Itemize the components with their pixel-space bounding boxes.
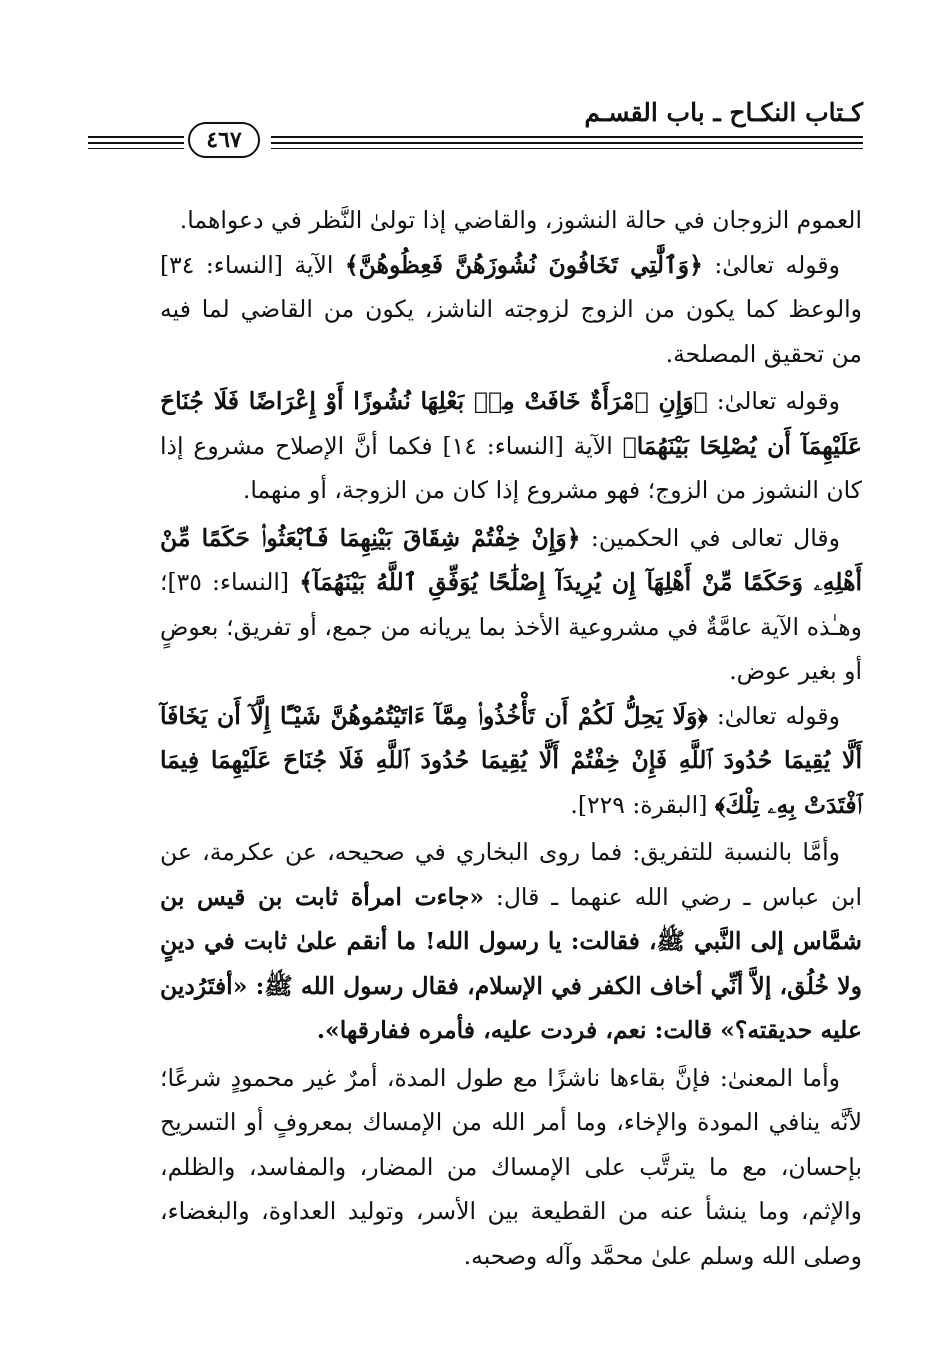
paragraph bbox=[160, 516, 862, 694]
hadith-quote: «جاءت امرأة ثابت بن قيس بن شمَّاس إلى النَّبي ﷺ، فقالت: يا رسول الله! ما أنقم علىٰ ثابت في دينٍ ولا خُلُق، إلاَّ أنِّي أخاف الكفر في الإسلام، فقال رسول الله ﷺ: «أفتَرُدين عليه حديقته؟» قالت: نعم، فردت عليه، فأمره ففارقها». bbox=[160, 882, 862, 1044]
paragraph-text: العموم الزوجان في حالة النشوز، والقاضي إذا تولىٰ النَّظر في دعواهما. bbox=[179, 206, 862, 234]
quran-verse: ﴿وَإِنْ خِفْتُمْ شِقَاقَ بَيْنِهِمَا فَٱبْعَثُوا۟ حَكَمًا مِّنْ أَهْلِهِۦ وَحَكَمًا مِّنْ أَهْلِهَآ إِن يُرِيدَآ إِصْلَٰحًا يُوَفِّقِ ٱللَّهُ بَيْنَهُمَآ﴾ bbox=[160, 523, 862, 596]
verse-reference: [البقرة: ٢٢٩]. bbox=[570, 790, 708, 819]
quran-verse: ﴿وَلَا يَحِلُّ لَكُمْ أَن تَأْخُذُوا۟ مِمَّآ ءَاتَيْتُمُوهُنَّ شَيْـًٔا إِلَّآ أَن يَخَافَآ أَلَّا يُقِيمَا حُدُودَ ٱللَّهِ فَإِنْ خِفْتُمْ أَلَّا يُقِيمَا حُدُودَ ٱللَّهِ فَلَا جُنَاحَ عَلَيْهِمَا فِيمَا ٱفْتَدَتْ بِهِۦ تِلْكَ﴾ bbox=[160, 701, 862, 819]
header-rule bbox=[271, 142, 863, 144]
paragraph-text: وأمَّا بالنسبة للتفريق: فما روى البخاري في صحيحه، عن عكرمة، عن ابن عباس ـ رضي الله عنهما ـ قال: bbox=[160, 838, 862, 911]
quran-verse: ﴿وَٱلَّٰتِي تَخَافُونَ نُشُوزَهُنَّ فَعِظُوهُنَّ﴾ bbox=[344, 250, 703, 279]
header-rule bbox=[271, 148, 863, 149]
paragraph-text: وقوله تعالىٰ: bbox=[714, 250, 840, 279]
paragraph-text: وقال تعالى في الحكمين: bbox=[590, 523, 840, 552]
header-rule bbox=[271, 136, 863, 138]
page-number: ٤٦٧ bbox=[188, 122, 260, 158]
paragraph-text: وقوله تعالىٰ: bbox=[716, 701, 841, 730]
paragraph-text: والوعظ كما يكون من الزوج لزوجته الناشز، يكون من القاضي لما فيه من تحقيق المصلحة. bbox=[160, 295, 862, 368]
verse-reference: الآية [النساء: ١٤] bbox=[442, 431, 613, 460]
header-rule bbox=[88, 148, 184, 149]
paragraph-text: وقوله تعالىٰ: bbox=[716, 387, 840, 415]
chapter-title: كـتاب النكـاح ـ باب القسـم bbox=[584, 98, 863, 127]
page-header bbox=[88, 92, 863, 162]
verse-reference: [النساء: ٣٥]؛ bbox=[160, 568, 290, 596]
verse-reference: الآية [النساء: ٣٤] bbox=[160, 250, 334, 279]
header-rule bbox=[88, 142, 184, 144]
header-rule bbox=[88, 136, 184, 138]
quran-verse: ﴿وَإِنِ ٱمْرَأَةٌ خَافَتْ مِنۢ بَعْلِهَا نُشُوزًا أَوْ إِعْرَاضًا فَلَا جُنَاحَ عَلَيْهِمَآ أَن يُصْلِحَا بَيْنَهُمَا﴾ bbox=[160, 387, 862, 460]
paragraph bbox=[160, 379, 862, 513]
paragraph-text: فكما أنَّ الإصلاح مشروع إذا كان النشوز من الزوج؛ فهو مشروع إذا كان من الزوجة، أو منهما. bbox=[160, 431, 862, 504]
paragraph bbox=[160, 198, 862, 243]
paragraph bbox=[160, 1056, 862, 1279]
paragraph bbox=[160, 694, 862, 828]
paragraph-text: وأما المعنىٰ: فإنَّ بقاءها ناشزًا مع طول المدة، أمرٌ غير محمودٍ شرعًا؛ لأنَّه ينافي المودة والإخاء، وما أمر الله من الإمساك بمعروفٍ أو التسريح بإحسان، مع ما يترتَّب على الإمساك من المضار، والمفاسد، والظلم، والإثم، وما ينشأ عنه من القطيعة بين الأسر، وتوليد العداوة، والبغضاء، وصلى الله وسلم علىٰ محمَّد وآله وصحبه. bbox=[160, 1063, 862, 1270]
paragraph bbox=[160, 830, 862, 1053]
paragraph-text: وهـٰذه الآية عامَّةٌ في مشروعية الأخذ بما يريانه من جمع، أو تفريق؛ بعوضٍ أو بغير عوض. bbox=[160, 612, 862, 685]
page-body bbox=[160, 198, 862, 1278]
paragraph bbox=[160, 243, 862, 377]
